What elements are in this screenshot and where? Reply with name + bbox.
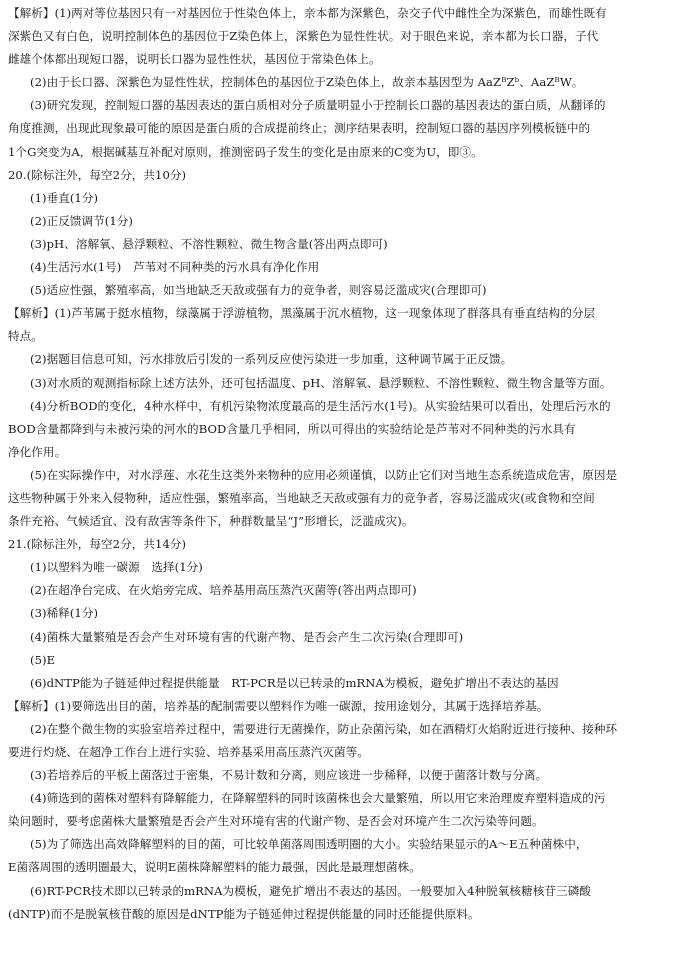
text-line: 雌雄个体都出现短口器，说明长口器为显性性状，基因位于常染色体上。 bbox=[8, 52, 381, 67]
text-line: E菌落周围的透明圈最大，说明E菌株降解塑料的能力最强，因此是最理想菌株。 bbox=[8, 860, 421, 875]
text-line: (1)以塑料为唯一碳源 选择(1分) bbox=[30, 560, 203, 575]
text-line: 深紫色又有白色，说明控制体色的基因位于Z染色体上，深紫色为显性性状。对于眼色来说，亲本都为长口器，子代 bbox=[8, 29, 599, 44]
text-line: (3)研究发现，控制短口器的基因表达的蛋白质相对分子质量明显小于控制长口器的基因表达的蛋白质，从翻译的 bbox=[30, 98, 606, 113]
text-line: (4)筛选到的菌株对塑料有降解能力，在降解塑料的同时该菌株也会大量繁殖，所以用它来治理废弃塑料造成的污 bbox=[30, 791, 606, 806]
text-line: 【解析】(1)芦苇属于挺水植物，绿藻属于浮游植物，黑藻属于沉水植物，这一现象体现了群落具有垂直结构的分层 bbox=[8, 306, 596, 321]
text-line: (5)E bbox=[30, 652, 56, 667]
text-line: (2)由于长口器、深紫色为显性性状，控制体色的基因位于Z染色体上，故亲本基因型为 AaZᴮZᵇ、AaZᴮW。 bbox=[30, 75, 584, 90]
text-line: 20.(除标注外，每空2分，共10分) bbox=[8, 167, 187, 182]
text-line: (6)dNTP能为子链延伸过程提供能量 RT-PCR是以已转录的mRNA为模板，避免扩增出不表达的基因 bbox=[30, 675, 559, 690]
text-line: 【解析】(1)要筛选出目的菌，培养基的配制需要以塑料作为唯一碳源，按用途划分，其属于选择培养基。 bbox=[8, 698, 549, 713]
text-line: (3)若培养后的平板上菌落过于密集，不易计数和分离，则应该进一步稀释，以便于菌落计数与分离。 bbox=[30, 768, 548, 783]
text-line: (4)分析BOD的变化，4种水样中，有机污染物浓度最高的是生活污水(1号)。从实验结果可以看出，处理后污水的 bbox=[30, 398, 611, 413]
text-line: (5)适应性强，繁殖率高，如当地缺乏天敌或强有力的竞争者，则容易泛滥成灾(合理即可) bbox=[30, 283, 487, 298]
text-line: BOD含量都降到与未被污染的河水的BOD含量几乎相同，所以可得出的实验结论是芦苇对不同种类的污水具有 bbox=[8, 421, 576, 436]
text-line: 特点。 bbox=[8, 329, 43, 344]
text-line: (2)据题目信息可知，污水排放后引发的一系列反应使污染进一步加重，这种调节属于正反馈。 bbox=[30, 352, 513, 367]
text-line: 要进行灼烧、在超净工作台上进行实验、培养基采用高压蒸汽灭菌等。 bbox=[8, 745, 369, 759]
text-line: (4)菌株大量繁殖是否会产生对环境有害的代谢产物、是否会产生二次污染(合理即可) bbox=[30, 629, 464, 644]
text-line: (1)垂直(1分) bbox=[30, 190, 99, 205]
text-line: (2)正反馈调节(1分) bbox=[30, 213, 134, 228]
text-line: (2)在整个微生物的实验室培养过程中，需要进行无菌操作，防止杂菌污染，如在酒精灯火焰附近进行接种、接种环 bbox=[30, 721, 618, 736]
text-line: (6)RT-PCR技术即以已转录的mRNA为模板，避免扩增出不表达的基因。一般要加入4种脱氧核糖核苷三磷酸 bbox=[30, 883, 591, 898]
text-line: 这些物种属于外来入侵物种，适应性强，繁殖率高，当地缺乏天敌或强有力的竞争者，容易泛滥成灾(或食物和空间 bbox=[8, 490, 595, 505]
text-line: (2)在超净台完成、在火焰旁完成、培养基用高压蒸汽灭菌等(答出两点即可) bbox=[30, 583, 417, 598]
text-line: 【解析】(1)两对等位基因只有一对基因位于性染色体上，亲本都为深紫色，杂交子代中雌性全为深紫色，而雄性既有 bbox=[8, 6, 607, 20]
text-line: 1个G突变为A，根据碱基互补配对原则，推测密码子发生的变化是由原来的C变为U，即③。 bbox=[8, 144, 483, 159]
text-line: (5)在实际操作中，对水浮莲、水花生这类外来物种的应用必须谨慎，以防止它们对当地生态系统造成危害，原因是 bbox=[30, 467, 618, 482]
text-line: 条件充裕、气候适宜、没有敌害等条件下，种群数量呈“J”形增长，泛滥成灾)。 bbox=[8, 514, 414, 529]
text-line: (3)对水质的观测指标除上述方法外，还可包括温度、pH、溶解氧、悬浮颗粒、不溶性颗粒、微生物含量等方面。 bbox=[30, 375, 612, 390]
text-line: 角度推测，出现此现象最可能的原因是蛋白质的合成提前终止；测序结果表明，控制短口器的基因序列模板链中的 bbox=[8, 121, 591, 136]
text-line: 染问题时，要考虑菌株大量繁殖是否会产生对环境有害的代谢产物、是否会对环境产生二次污染等问题。 bbox=[8, 814, 544, 829]
text-line: (3)稀释(1分) bbox=[30, 606, 99, 621]
text-line: 净化作用。 bbox=[8, 444, 67, 459]
text-line: 21.(除标注外，每空2分，共14分) bbox=[8, 537, 187, 552]
text-line: (3)pH、溶解氧、悬浮颗粒、不溶性颗粒、微生物含量(答出两点即可) bbox=[30, 236, 388, 251]
text-line: (dNTP)而不是脱氧核苷酸的原因是dNTP能为子链延伸过程提供能量的同时还能提供原料。 bbox=[8, 906, 480, 921]
text-line: (4)生活污水(1号) 芦苇对不同种类的污水具有净化作用 bbox=[30, 260, 320, 275]
text-line: (5)为了筛选出高效降解塑料的目的菌，可比较单菌落周围透明圈的大小。实验结果显示的A～E五种菌株中， bbox=[30, 837, 588, 852]
